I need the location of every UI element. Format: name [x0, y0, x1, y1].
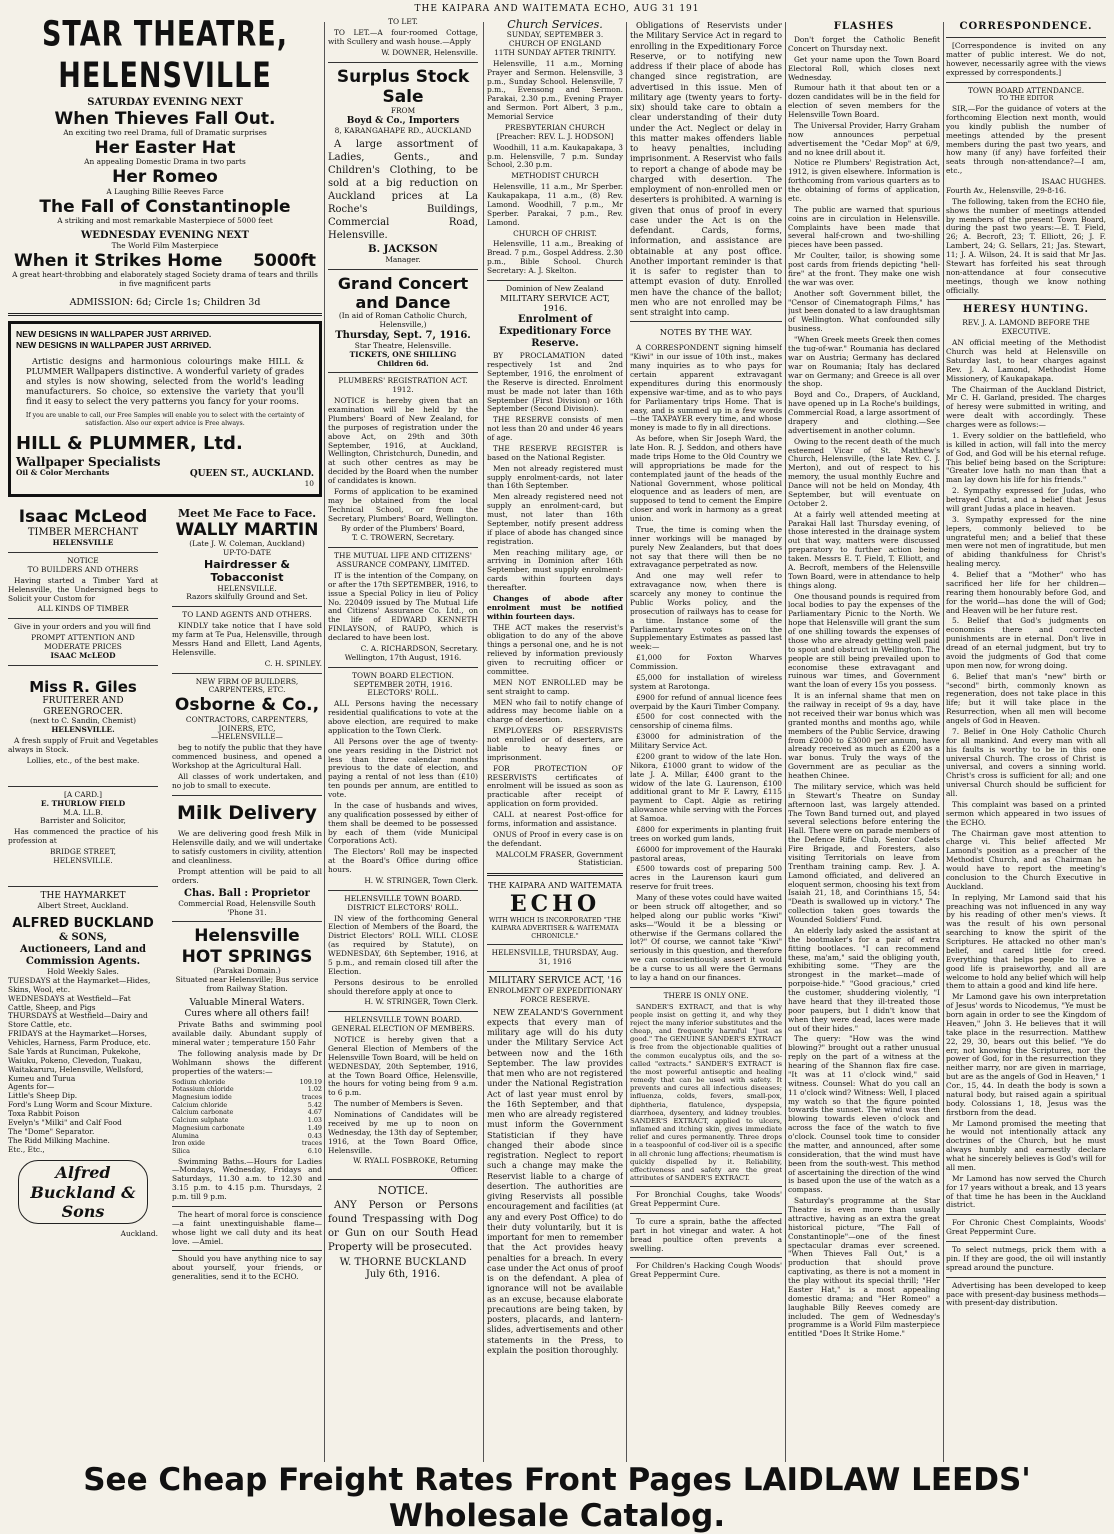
general-body2: The number of Members is Seven.: [334, 1099, 463, 1109]
heresy-para: Mr Lamond gave his own interpretation of Jesus' words to Nicodemus, "Ye must be born again in order to see the Kingdom of Heaven," John 3. He believes that it will take place in the resurrection. Matthew 22, 29, 30, bears out this belief. "Ye do err, not knowing the Scriptures, nor the power of God, for in the resurrection they neither marry, nor are given in marriage, but are as the angels of God in Heaven," 1 Cor., 15, 44. In death the body is sown a natural body, but raised again a spiritual body. Colossians 1, 18, Jesus was the firstborn from the dead.: [946, 992, 1106, 1117]
vote-item: £800 for experiments in planting fruit trees on worked gum lands,: [630, 824, 782, 843]
concert-aid: (In aid of Roman Catholic Church, Helensville,): [338, 311, 468, 329]
nutmeg-note: To select nutmegs, prick them with a pin. If they are good, the oil will instantly spread around the puncture.: [946, 1245, 1106, 1272]
field-role: Barrister and Solicitor,: [40, 816, 126, 826]
flash: Notice re Plumbers' Registration Act, 1912, is given elsewhere. Information is forthcoming from various quarters as to the obtaining of forms of application, etc.: [788, 158, 940, 203]
saturday-heading: SATURDAY EVENING NEXT: [87, 96, 243, 108]
film-title: The Fall of Constantinople: [39, 196, 291, 217]
film-title: Her Easter Hat: [94, 138, 236, 159]
editorial-body: NEW ZEALAND'S Government expects that every man of military age will do his duty under the Military Service Act between now and the 16th September. The law provides that men who are not registered under the National Registration Act of last year must enrol by the 16th September, and that men who are already registered must inform the Government Statistician if they have changed their abode since registration. Neglect to report such a change may make the Reservist liable to a charge of desertion. The authorities are giving Reservists all possible encouragement and facilities (at any and every Post Office) to do their duty voluntarily, but it is important for men to remember that the Act provides heavy penalties for a breach. In every case under the Act onus of proof is on the defendant. A plea of ignorance will not be available as an excuse, because elaborate precautions are being taken, by posters, placards, and lantern-slides, advertisements and other statements in the Press, to explain the position thoroughly.: [487, 1006, 623, 1355]
incorporated: WITH WHICH IS INCORPORATED "THE KAIPARA ADVERTISER & WAITEMATA CHRONICLE.": [488, 916, 622, 940]
giles-next: (next to C. Sandin, Chemist): [30, 716, 136, 726]
agency: The "Dome" Separator.: [8, 1126, 95, 1136]
send-note: Should you have anything nice to say about yourself, your friends, or generalities, send it to the ECHO.: [172, 1254, 322, 1282]
springs-sub: (Parakai Domain.): [213, 966, 281, 976]
chronic-note: For Chronic Chest Complaints, Woods' Great Peppermint Cure.: [946, 1218, 1106, 1237]
column-2: [328, 18, 478, 1458]
jackson-role: Manager.: [385, 254, 421, 264]
agency: Toxa Rabbit Poison: [8, 1109, 80, 1119]
sale-yards: Sale Yards at Runciman, Pukekohe, Waiuku, Pokeno, Clevedon, Tuakau, Waitakaruru, Helensville, Wellsford, Kumeu and Turua: [8, 1046, 144, 1083]
notes-para: As before, when Sir Joseph Ward, the late Hon. R. J. Seddon, and others have made trips Home to the Old Country we will appropriations be made for the contemplated jaunt of the heads of the National Government, whose political eloquence and as leaders of men, are supposed to tend to cement the Empire closer and work in harmony as a great union.: [630, 434, 782, 524]
agency: The Ridd Milking Machine.: [8, 1135, 110, 1145]
letter-sig: ISAAC HUGHES.: [1041, 177, 1106, 187]
enrol-item: EMPLOYERS OF RESERVISTS not enrolled or of deserters, are liable to heavy fines or imprisonment.: [487, 726, 623, 762]
analysis-value: 0.43: [307, 1131, 322, 1140]
martin-late: (Late J. W. Coleman, Auckland): [189, 539, 305, 549]
vote-item: £200 grant to widow of the late Hon. Nikora, £1000 grant to widow of the late J. A. Millar, £400 grant to the widow of the late G. Laurenson, £100 additional grant to Mr F. Lawry, £115 payment to Capt. Algie as retiring allowance while serving with the Forces at Samoa.: [630, 751, 782, 824]
wallpaper-num: 10: [304, 478, 314, 488]
milk-body: We are delivering good fresh Milk in Helensville daily, and we will undertake to satisfy customers in civility, attention and cleanliness.: [172, 829, 322, 866]
flash: One thousand pounds is required from local bodies to pay the expenses of the Parliamentary Picnic to the North. We hope that Helensville will grant the sum of one shilling towards the expenses of those who are already getting well paid to spout and obstruct in Wellington. The people are still being prevailed upon to economise these extravagant and ruinous war times, and Government want the loan of every 15s you possess.: [788, 591, 940, 690]
wallpaper-addr: QUEEN ST., AUCKLAND.: [189, 469, 314, 480]
boyd-name: Boyd & Co., Importers: [346, 116, 460, 127]
admission-prices: ADMISSION: 6d; Circle 1s; Children 3d: [69, 296, 261, 308]
pres-body: Woodhill, 11 a.m. Kaukapakapa, 3 p.m. Helensville, 7 p.m. Sunday School, 2.30 p.m.: [487, 142, 623, 170]
analysis-value: 109.19: [299, 1077, 322, 1086]
giles-name: Miss R. Giles: [29, 677, 137, 696]
field-card: [A CARD.]: [63, 789, 103, 799]
field-body: Has commenced the practice of his profession at: [8, 827, 158, 846]
mcleod-body: Having started a Timber Yard at Helensville, the Undersigned begs to Solicit your Custom for: [8, 575, 158, 603]
milk-sig: Chas. Ball : Proprietor: [184, 887, 310, 899]
mcleod-sig: ISAAC McLEOD: [50, 650, 116, 660]
flash: "When Greek meets Greek then comes the tug-of-war." Roumania has declared war on Austria; Germany has declared war on Roumania; Italy has declared war on Germany; and Greece is all over the shop.: [788, 335, 940, 389]
analysis-name: Sodium chloride: [172, 1077, 226, 1086]
buckland-role: Auctioneers, Land and Commission Agents.: [19, 944, 147, 968]
enrol-item: FOR PROTECTION OF RESERVISTS certificates of enrolment will be issued as soon as practicable after receipt of application on form provided.: [487, 763, 623, 809]
film-desc: A striking and most remarkable Masterpiece of 5000 feet: [57, 215, 273, 225]
heresy-para: The Chairman gave most attention to charge vi. This belief affected Mr Lamond's position as a preacher of the Methodist Church, and as Chairman he would have to report the meeting's conclusion to the Church Executive in Auckland.: [946, 828, 1106, 891]
to-editor: TO THE EDITOR: [998, 94, 1054, 103]
heresy-para: Mr Lamond promised the meeting that he would not intentionally attack any doctrines of the Church, but he must always humbly and earnestly declare what he sincerely believes is God's will for all men.: [946, 1118, 1106, 1172]
column-5: [788, 18, 940, 1458]
roll-heading: HELENSVILLE TOWN BOARD.: [344, 893, 462, 903]
martin-razor: Razors skilfully Ground and Set.: [186, 592, 308, 602]
advert-note: Advertising has been developed to keep pace with present-day business methods—with present-day distribution.: [946, 1280, 1106, 1308]
plumbers-order: By order of the Plumbers' Board,: [341, 524, 465, 534]
heresy-para: AN official meeting of the Methodist Church was held at Helensville on Saturday last, to hear charges against Rev. J. A. Lamond, Methodist Home Missionery, of Kaukapakapa.: [946, 338, 1106, 383]
flash: Mr Coulter, tailor, is showing some post cards from friends depicting "hell-fire" at the front. They make one wish the war was over.: [788, 251, 940, 287]
analysis-name: Magnesium iodide: [172, 1093, 232, 1102]
field-street: BRIDGE STREET,: [49, 847, 117, 857]
concert-title: Grand Concert and Dance: [337, 273, 469, 312]
buckland-logo: Alfred Buckland & Sons: [18, 1160, 148, 1224]
coe-sub: 11TH SUNDAY AFTER TRINITY.: [494, 47, 616, 57]
mcleod-town: HELENSVILLE: [52, 538, 114, 548]
heresy-para: 7. Belief in One Holy Catholic Church for all mankind. And every man with all his faults is worthy to be in this one universal Church. The cross of Christ is universal, and covers a sinning world. Christ's cross is sufficient for all; and one universal Church should be sufficient for all.: [946, 726, 1106, 799]
flash: At a fairly well attended meeting at Parakai Hall last Thursday evening, of those interested in the drainage system out that way, matters were discussed preparatory to further action being taken. Messrs E. T. Field, T. Elliott, and A. Becroft, members of the Helensville Town Board, were in attendance to help things along.: [788, 509, 940, 590]
meth-heading: METHODIST CHURCH: [511, 171, 599, 181]
giles-town: HELENSVILLE.: [51, 725, 115, 735]
analysis-value: 1.49: [307, 1123, 322, 1132]
flash: Get your name upon the Town Board Electoral Roll, which closes next Wednesday.: [788, 54, 940, 82]
wallpaper-firm: HILL & PLUMMER, Ltd.: [16, 433, 243, 455]
tolet-sig: W. DOWNER, Helensville.: [381, 47, 478, 57]
christ-body: Helensville, 11 a.m., Breaking of Bread. 7 p.m., Gospel Address. 2.30 p.m., Bible School. Church Secretary: A. J. Skelton.: [487, 239, 623, 276]
sale-day: FRIDAYS at the Haymarket—Horses, Vehicles, Harness, Farm Produce, etc.: [8, 1029, 151, 1048]
field-town: HELENSVILLE.: [53, 855, 113, 865]
mutual-body: IT is the intention of the Company, on or after the 17th SEPTEMBER, 1916, to issue a Special Policy in lieu of Policy No. 220409 issued by The Mutual Life and Citizens' Assurance Co. Ltd., on the life of EDWARD KENNETH FINLAYSON, of RAUPO, which is declared to have been lost.: [328, 570, 478, 643]
concert-venue: Star Theatre, Helensville.: [354, 340, 452, 350]
editorial-sub: ENROLMENT OF EXPEDITIONARY FORCE RESERVE.: [487, 985, 623, 1004]
vote-item: £6000 for improvement of the Hauraki pastoral areas,: [630, 844, 782, 863]
general-sig: W. RYALL FOSBROKE, Returning Officer.: [353, 1156, 478, 1175]
osborne-body: beg to notify the public that they have commenced business, and opened a Workshop at the Agricultural Hall.: [172, 743, 322, 771]
osborne-name: Osborne & Co.,: [174, 695, 320, 716]
children-price: Children 6d.: [377, 358, 429, 368]
vote-item: £500 towards cost of preparing 500 acres in the Laurenson kauri gum reserve for fruit trees.: [630, 864, 782, 892]
only-body: SANDER'S EXTRACT, and that is why people insist on getting it, and why they reject the many inferior substitutes and the cheap, and frequently harmful "just as good." The GENUINE SANDER'S EXTRACT is free from the objectionable qualities of the common eucalyptus oils, and the so-called "extracts." SANDER'S EXTRACT is the most powerful antiseptic and healing remedy that can be used with safety. It prevents and cures all infectious diseases; influenza, colds, fevers, small-pox, diphtheria, flatulence, dyspepsia, diarrhoea, dysentery, and kidney troubles. SANDER'S EXTRACT, applied to ulcers, inflamed and itching skin, gives immediate relief and cures permanently. Three drops in a teaspoonful of cod-liver oil is a specific in all chronic lung affections; rheumatism is quickly dispelled by it. Reliability, effectiveness and safety are the great attributes of SANDER'S EXTRACT.: [630, 1002, 782, 1182]
flashes-heading: FLASHES: [833, 21, 895, 32]
attendance-heading: TOWN BOARD ATTENDANCE.: [967, 85, 1085, 95]
enrol-body: BY PROCLAMATION dated respectively 1st and 2nd September, 1916, the enrolment of the Reserve is directed. Enrolment must be made not later than 16th September (First Division) or 16th September (Second Division).: [487, 351, 623, 414]
enrol-item: CALL at nearest Post-office for forms, information and assistance.: [487, 810, 623, 828]
wallpaper-note: If you are unable to call, our Free Samples will enable you to select with the certainty of satisfaction. Also our expert advice is Free always.: [25, 412, 305, 427]
town-heading: TOWN BOARD ELECTION.: [352, 670, 454, 680]
enrol-item: THE RESERVE REGISTER is based on the National Register.: [487, 443, 623, 462]
film-desc: An appealing Domestic Drama in two parts: [84, 157, 246, 167]
haymarket: THE HAYMARKET: [40, 890, 126, 901]
surplus-from: FROM: [390, 106, 416, 116]
martin-name: WALLY MARTIN: [175, 519, 319, 540]
mcleod-to: TO BUILDERS AND OTHERS: [27, 564, 139, 574]
analysis-name: Calcium sulphate: [172, 1116, 229, 1125]
springs-cures: Cures where all others fail!: [184, 1008, 310, 1019]
buckland-sons: & SONS,: [59, 932, 107, 944]
agents-for: Agents for—: [8, 1082, 55, 1092]
wednesday-sub: The World Film Masterpiece: [111, 240, 219, 250]
giles-lollies: Lollies, etc., of the best make.: [26, 755, 140, 765]
mcleod-name: Isaac McLeod: [18, 506, 148, 527]
sale-day: WEDNESDAYS at Westfield—Fat Cattle, Sheep, and Pigs: [8, 993, 131, 1012]
town-body: In the case of husbands and wives, any qualification possessed by either of them shall be deemed to be possessed by each of them (vide Municipal Corporations Act).: [328, 800, 478, 846]
sale-day: THURSDAYS at Westfield—Dairy and Store Cattle, etc.: [8, 1011, 148, 1030]
column-rule: [626, 22, 627, 1462]
dateline: HELENSVILLE, THURSDAY, Aug. 31, 1916: [491, 948, 619, 967]
meth-body: Helensville, 11 a.m., Mr Sperber. Kaukapakapa, 11 a.m., (8) Rev. Lamond. Woodhill, 7 p.m., Mr Sperber. Parakai, 7 p.m., Rev. Lamond.: [487, 182, 623, 227]
surplus-body: A large assortment of Ladies, Gents., and Children's Clothing, to be sold at a big reduction on Auckland prices at La Roche's Buildings, Commercial Road, Helensville.: [328, 138, 478, 241]
notes-heading: NOTES BY THE WAY.: [659, 328, 753, 339]
heresy-para: 1. Every soldier on the battlefield, who is killed in action, will fall into the mercy of God, and God will be his eternal refuge. This belief being based on the Scripture: "Greater love hath no man than that a man lay down his life for his friends.": [946, 430, 1106, 485]
vote-item: £3000 for administration of the Military Service Act.: [630, 732, 782, 751]
flash: The military service, which was held in Stewart's Theatre on Sunday afternoon last, was largely attended. The Town Band turned out, and played several selections before entering the Hall. There were on parade members of the Defence Rifle Club, Senior Cadets Fire Brigade, and Foresters, also visiting Territorials on leave from Trentham training camp. Rev. J. A. Lamond officiated, and delivered an eloquent sermon, choosing his text from Isaiah 21, 18, and Corinthians 15, 54: "Death is swallowed up in victory." The collection taken goes towards the Wounded Soldiers' Fund.: [788, 781, 940, 924]
film-desc: An exciting two reel Drama, full of Dramatic surprises: [63, 128, 267, 138]
film-title: When Thieves Fall Out.: [54, 108, 276, 129]
church-date: SUNDAY, SEPTEMBER 3.: [506, 30, 604, 40]
town-body: ALL Persons having the necessary residential qualifications to vote at the above election, are required to make application to the Town Clerk.: [328, 699, 478, 735]
star-theatre-ad: [8, 18, 322, 308]
column-rule: [324, 22, 325, 1462]
analysis-value: 1.03: [307, 1116, 322, 1125]
column-4: [630, 18, 782, 1458]
enrol-item: Men already registered need not supply an enrolment-card, but must, not later than 16th September, notify present address if place of abode has changed since registration.: [487, 492, 623, 546]
electors-roll: ELECTORS' ROLL.: [367, 688, 439, 698]
column-rule: [483, 22, 484, 1462]
roll-body: IN view of the forthcoming General Election of Members of the Board, the District Electors' ROLL WILL CLOSE (as required by Statute), on WEDNESDAY, 6th September, 1916, at 5 p.m., and remain closed till after the Election.: [328, 913, 478, 976]
springs-private: Private Baths and swimming pool available daily. Abundant supply of mineral water ; temperature 150 Fahr: [172, 1020, 322, 1048]
springs-analysis: The following analysis made by Dr Wohlmann shows the different properties of the waters:—: [172, 1049, 322, 1076]
editorial-heading: MILITARY SERVICE ACT, '16: [488, 976, 622, 987]
enrol-item: MEN NOT ENROLLED may be sent straight to camp.: [487, 677, 623, 696]
plumbers-heading: PLUMBERS' REGISTRATION ACT. 1912.: [338, 376, 468, 395]
flash: It is an infernal shame that men on the railway in receipt of 9s a day, have not received their war bonus which was granted months and months ago, while members of the Public Service, drawing from £2000 to £3000 per annum, have already received as much as £200 as a war bonus. Truly the ways of the Government are as peculiar as the heathen Chinee.: [788, 691, 940, 780]
column-rule: [785, 22, 786, 1462]
analysis-name: Magnesium carbonate: [172, 1123, 245, 1132]
giles-trade: FRUITERER AND GREENGROCER.: [42, 695, 124, 717]
letter-date: Fourth Av., Helensville, 29-8-16.: [946, 185, 1067, 195]
milk-prompt: Prompt attention will be paid to all orders.: [172, 866, 322, 885]
town-body: All Persons over the age of twenty-one years residing in the District not less than three calendar months previous to the date of election, and paying a rental of not less than (£10) ten pounds per annum, are entitled to vote.: [328, 736, 478, 800]
analysis-name: Calcium chloride: [172, 1100, 228, 1109]
dominion: Dominion of New Zealand: [506, 283, 604, 293]
sprain-note: To cure a sprain, bathe the affected part in hot vinegar and water. A hot bread poultice often prevents a swelling.: [630, 1216, 782, 1253]
jackson-name: B. JACKSON: [368, 243, 438, 255]
wallpaper-spec: Wallpaper Specialists: [16, 454, 161, 469]
star-theatre-title: STAR THEATRE, HELENSVILLE: [41, 18, 289, 97]
field-name: E. THURLOW FIELD: [40, 798, 126, 808]
analysis-value: 5.42: [307, 1100, 322, 1109]
notice-heading: NOTICE.: [377, 1184, 429, 1198]
agency: Evelyn's "Milki" and Calf Food: [8, 1117, 122, 1127]
notice-body: ANY Person or Persons found Trespassing with Dog or Gun on our South Head Property will be prosecuted.: [328, 1200, 478, 1254]
springs-valuable: Valuable Mineral Waters.: [189, 997, 305, 1008]
coe-body: Helensville, 11 a.m., Morning Prayer and Sermon. Helensville, 3 p.m., Sunday School. Helensville, 7 p.m., Evensong and Sermon. Parakai, 2.30 p.m., Evening Prayer and Sermon. Port Albert, 3 p.m., Memorial Service: [487, 58, 623, 122]
general-body: NOTICE is hereby given that a General Election of Members of the Helensville Town Board, will be held on WEDNESDAY, 20th September, 1916, at the Town Board Office, Helensville, the hours for voting being from 9 a.m. to 6 p.m.: [328, 1035, 478, 1098]
enrol-item: Men not already registered must supply enrolment-cards, not later than 16th September.: [487, 463, 623, 491]
enrol-item: MEN who fail to notify change of address may become liable on a charge of desertion.: [487, 697, 623, 725]
analysis-name: Calcium carbonate: [172, 1108, 234, 1117]
town-body: The Electors' Roll may be inspected at the Board's Office during office hours.: [328, 847, 478, 875]
plumbers-sig: T. C. TROWERN, Secretary.: [351, 533, 455, 543]
flash: Don't forget the Catholic Benefit Concert on Thursday next.: [788, 35, 940, 53]
heresy-para: 5. Belief that God's judgments on economics there and corrected punishments are in eternal. Don't live in dread of an eternal judgment, but try to avoid the judgments of God that come upon men now, for wrong doing.: [946, 616, 1106, 670]
concert-date: Thursday, Sept. 7, 1916.: [335, 329, 471, 341]
mutual-sig: C. A. RICHARDSON, Secretary.: [360, 643, 478, 653]
analysis-value: 4.67: [307, 1108, 322, 1117]
analysis-value: traces: [301, 1139, 322, 1148]
enrol-item: ONUS of Proof in every case is on the defendant.: [487, 829, 623, 848]
echo-title: ECHO: [509, 890, 601, 917]
mutual-heading: THE MUTUAL LIFE AND CITIZENS' ASSURANCE COMPANY, LIMITED.: [334, 551, 472, 570]
flash: Saturday's programme at the Star Theatre is even more than usually attractive, having as an extra the great historical picture, "The Fall of Constantinople"—one of the finest spectacular dramas ever screened. "When Thieves Fall Out," is a production that should prove captivating, as there is not a moment in the play without its special thrill; "Her Easter Hat," is a most appealing domestic drama; and "Her Romeo" a laughable Billy Reeves comedy are included. The gem of Wednesday's programme is a World Film masterpiece entitled "Does It Strike Home.": [788, 1196, 940, 1339]
heresy-heading: HERESY HUNTING.: [962, 304, 1090, 316]
column-rule: [943, 22, 944, 1462]
analysis-name: Alumina: [172, 1131, 199, 1140]
vote-item: £5,000 for installation of wireless system at Rarotonga.: [630, 672, 782, 691]
general-sub: GENERAL ELECTION OF MEMBERS.: [331, 1024, 475, 1034]
flash: Owing to the recent death of the much esteemed Vicar of St. Matthew's Church, Helensville, (the late Rev. C. J. Merton), and out of respect to his memory, the usual monthly Euchre and Dance will not be held on Monday, 4th September, but will eventuate on October 2.: [788, 436, 940, 508]
notes-para: True, the time is coming when the inner workings will be managed by purely New Zealanders, but that does not say that there will then be no extravagance perpetrated as now.: [630, 524, 782, 570]
springs-title: Helensville HOT SPRINGS: [181, 926, 313, 967]
haymarket-street: Albert Street, Auckland.: [37, 900, 129, 910]
milk-addr: Commercial Road, Helensville South 'Phone 31.: [178, 898, 316, 917]
masthead: THE KAIPARA AND WAITEMATA ECHO, AUG 31 191: [414, 4, 700, 14]
mcleod-ad: [8, 501, 158, 1239]
wallpaper-line: NEW DESIGNS IN WALLPAPER JUST ARRIVED.: [16, 339, 212, 350]
heresy-sub: REV. J. A. LAMOND BEFORE THE EXECUTIVE.: [962, 318, 1090, 337]
osborne-town: —HELENSVILLE—: [211, 732, 283, 742]
analysis-name: Silica: [172, 1146, 190, 1155]
mcleod-give: Give in your orders and you will find: [14, 622, 151, 632]
agents-title: TO LAND AGENTS AND OTHERS.: [182, 610, 312, 620]
notes-para: Many of these votes could have waited or been struck off altogether, and so helped along our public works "Kiwi" asks—"Would it be a blessing or otherwise if the Germans collared the lot?" Of course, we cannot take "Kiwi" seriously in this question, and therefore we can conscientiously assert it would be a curse to us all were the Germans to lay a hand on our finances.: [630, 893, 782, 982]
heresy-para: 3. Sympathy expressed for the nine lepers, commonly believed to be ungrateful men; and a belief that these men were not men of ingratitude, but men of abiding thankfulness for Christ's healing mercy.: [946, 514, 1106, 569]
tolet-heading: TO LET.: [388, 18, 418, 26]
springs-hours: Swimming Baths.—Hours for Ladies —Mondays, Wednesday, Fridays and Saturdays, 11.30 a.m. to 12.30 and 3.15 p.m. to 4.15 p.m. Thursdays, 2 p.m. till 9 p.m.: [172, 1156, 322, 1202]
analysis-row: [172, 1148, 322, 1156]
field-deg: M.A. LL.B.: [63, 807, 103, 817]
heresy-para: 2. Sympathy expressed for Judas, who betrayed Christ, and a belief that Jesus will grant Judas a place in heaven.: [946, 486, 1106, 513]
paper-name: THE KAIPARA AND WAITEMATA: [488, 881, 622, 891]
milk-title: Milk Delivery: [177, 801, 317, 824]
mutual-date: Wellington, 17th August, 1916.: [344, 652, 462, 662]
editorial-cont: Obligations of Reservists under the Military Service Act in regard to enrolling in the Expeditionary Force Reserve, or to notifying new address if their place of abode has changed since registration, are advertised in this issue. Men of military age (twenty years to forty-six) should take care to obtain a clear understanding of their duty under the Act. Neglect or delay in this matter makes offenders liable to heavy penalties, including imprisonment. A Reservist who fails to report a change of abode may be charged with desertion. The employment of non-enrolled men or deserters is prohibited. A warning is given that onus of proof in every case under the Act is on the defendant. Cards, forms, information, and assistance are obtainable at any post office. Another important reminder is that it is safer to register than to attempt evasion of duty. Enrolled men have the chance of the ballot; men who are not enrolled may be sent straight into camp.: [630, 20, 782, 317]
notes-para: And one may well refer to extravagance now, when there is scarcely any money to continue the Public Works policy, and the prosecution of railways has to cease for a time. Instance some of the Parliamentary votes on the Supplementary Estimates as passed last week:—: [630, 571, 782, 652]
town-date: SEPTEMBER 20TH, 1916.: [353, 679, 453, 689]
town-sig: H. W. STRINGER, Town Clerk.: [364, 875, 478, 885]
analysis-value: 1.02: [307, 1085, 322, 1094]
martin-uptodate: UP-TO-DATE: [223, 548, 271, 558]
martin-meet: Meet Me Face to Face.: [177, 506, 317, 520]
film-desc: A great heart-throbbing and elaborately staged Society drama of tears and thrills in five magnificent parts: [12, 270, 318, 288]
mcleod-notice: NOTICE: [67, 556, 99, 566]
enrol-heading: Enrolment of Expeditionary Force Reserve.: [498, 314, 612, 350]
vote-item: £1,000 for Foxton Wharves Commission.: [630, 653, 782, 672]
general-heading: HELENSVILLE TOWN BOARD.: [344, 1015, 462, 1025]
heresy-para: 4. Belief that a "Mother" who has sacrificed her life for her children—rearing them honourably before God, and for the world—has done the will of God; and Heaven will be her future rest.: [946, 570, 1106, 615]
wednesday-heading: WEDNESDAY EVENING NEXT: [80, 229, 249, 241]
column-1: [8, 18, 322, 1458]
flash: Another soft Government billet, the "Censor of Cinematograph Films," has just been donated to a law draughtsman of Wellington. What confounded silly business.: [788, 288, 940, 334]
heresy-para: In replying, Mr Lamond said that his preaching was not influenced in any way by his reading of other men's views. It was the result of his own personal searching to know the spirit of the Scriptures. He attacked no other man's belief, and cared little for creed. Everything that helps people to live a good life is praiseworthy, and all are welcome to hold any belief which will help them to attain a good and kind life here.: [946, 892, 1106, 991]
roll-sig: H. W. STRINGER, Town Clerk.: [364, 997, 478, 1007]
film-title: Her Romeo: [112, 167, 218, 188]
analysis-name: Potassium chloride: [172, 1085, 234, 1094]
wallpaper-body: Artistic designs and harmonious colourings make HILL & PLUMMER Wallpapers distinctive. A wonderful variety of grades and styles is now showing, selected from the world's leading manufacturers. So choice, so extensive the variety that you'll find it easy to select the very patterns you fancy for your rooms.: [26, 355, 304, 407]
flash: The public are warned that spurious coins are in circulation in Helensville. Complaints have been made that several half-crown and two-shilling pieces have been passed.: [788, 204, 940, 250]
only-heading: THERE IS ONLY ONE.: [663, 990, 749, 1000]
martin-town: HELENSVILLE.: [217, 583, 277, 593]
analysis-value: 6.10: [307, 1146, 322, 1155]
heresy-para: 6. Belief that man's "new" birth or "second" birth, commonly known as regeneration, does not take place in this life; but it will take place in the Resurrection, when all men will become angels of God in Heaven.: [946, 671, 1106, 726]
mcleod-trade: TIMBER MERCHANT: [27, 527, 139, 539]
mcleod-kinds: ALL KINDS OF TIMBER: [37, 604, 129, 614]
agency: Little's Sheep Dip.: [8, 1091, 78, 1101]
osborne-trades: CONTRACTORS, CARPENTERS, JOINERS, ETC,: [185, 714, 309, 733]
msa-heading: MILITARY SERVICE ACT, 1916.: [500, 293, 610, 314]
wallpaper-merch: Oil & Color Merchants: [16, 468, 110, 478]
enrol-item: THE RESERVE consists of men not less than 20 and under 46 years of age.: [487, 415, 623, 443]
flash: The Universal Provider, Harry Graham now announces perpetual advertisement the "Cedar Mop" at 6/9, and no knee drill about it.: [788, 120, 940, 157]
giles-body: A fresh supply of Fruit and Vegetables always in Stock.: [8, 736, 158, 755]
notes-para: A CORRESPONDENT signing himself "Kiwi" in our issue of 10th inst., makes many inquiries as to who pays for certain apparent extravagant expenditures during this enormously expensive war-time, and as to who pays for Parliamentary trips Home. That is easy, and is summed up in a few words—the TAXPAYER every time, and whose money is made to fly in all directions.: [630, 343, 782, 433]
buckland-weekly: Hold Weekly Sales.: [47, 967, 119, 977]
plumbers-body2: Forms of application to be examined may be obtained from the local Technical School, or from the Secretary, Plumbers' Board, Wellington.: [328, 486, 478, 523]
footer-banner: See Cheap Freight Rates Front Pages LAIDLAW LEEDS' Wholesale Catalog.: [83, 1462, 1031, 1534]
flash: An elderly lady asked the assistant at the bootmaker's for a pair of extra fitting bootlaces. "I can recommend these, ma'am," said the obliging youth, exhibiting some. "They are the strongest in the market—made of porpoise-hide." "Good gracious," cried the customer, shuddering violently, "I have heard that they ill-treated those poor paupers, but I didn't know that when they were dead, laces were made out of their hides.": [788, 925, 940, 1033]
heresy-para: This complaint was based on a printed sermon which appeared in two issues of the ECHO.: [946, 799, 1106, 827]
martin-ad: [172, 501, 322, 1284]
notice-sig: W. THORNE BUCKLAND: [339, 1257, 467, 1269]
agency: Ford's Lung Worm and Scour Mixture.: [8, 1100, 153, 1110]
roll-sub: DISTRICT ELECTORS' ROLL.: [347, 902, 459, 912]
osborne-body2: All classes of work undertaken, and no job to small to execute.: [172, 771, 322, 790]
enrol-item: Changes of abode after enrolment must be notified within fourteen days.: [487, 593, 623, 621]
correspondence-heading: CORRESPONDENCE.: [959, 21, 1093, 32]
buckland-city: Auckland.: [120, 1228, 158, 1238]
tolet-body: TO LET.—A four-roomed Cottage, with Scullery and wash house.—Apply: [328, 27, 478, 46]
roll-body2: Persons desirous to be enrolled should therefore apply at once to: [328, 977, 478, 996]
christ-heading: CHURCH OF CHRIST.: [513, 228, 597, 238]
analysis-value: traces: [301, 1093, 322, 1102]
flash: Rumour hath it that about ten or a dozen candidates will be in the field for election of seven members for the Helensville Town Board.: [788, 83, 940, 119]
boyd-addr: 8, KARANGAHAPE RD., AUCKLAND: [334, 125, 472, 135]
heresy-para: The Chairman of the Auckland District, Mr C. H. Garland, presided. The charges of heresy were submitted in writing, and were dealt with accordingly. These charges were as follows:—: [946, 384, 1106, 430]
column-6: [946, 18, 1106, 1458]
sale-day: TUESDAYS at the Haymarket—Hides, Skins, Wool, etc.: [8, 975, 151, 994]
film-length: 5000ft: [253, 250, 316, 271]
analysis-table: [172, 1079, 322, 1156]
buckland-name: ALFRED BUCKLAND: [12, 916, 154, 932]
plumbers-body: NOTICE is hereby given that an examination will be held by the Plumbers' Board of New Zealand, for the purposes of registration under the above Act, on 29th and 30th September, 1916, at Auckland, Wellington, Christchurch, Dunedin, and at such other centres as may be decided by the Board when the number of candidates is known.: [328, 396, 478, 486]
heart-quote: The heart of moral force is conscience —a faint unextinguishable flame—whose light we call duty and its heat love. —Amiel.: [172, 1209, 322, 1246]
attendance-list: The following, taken from the ECHO file, shows the number of meetings attended by members of the present Town Board, during the past two years:—E. T. Field, 26; A. Becroft, 23; T. Elliott, 26; J. F. Lambert, 24; G. Sellars, 21; Jas. Stewart, 11; J. A. Wilson, 24. It is said that Mr Jas. Stewart has forfeited his seat through non-attendance at four consecutive meetings, though we know nothing officially.: [946, 196, 1106, 295]
agents-body: KINDLY take notice that I have sold my farm at Te Pua, Helensville, through Messrs Hand and Ellett, Land Agents, Helensville.: [172, 621, 322, 657]
martin-trade: Hairdresser & Tobacconist: [204, 558, 290, 585]
wallpaper-line: NEW DESIGNS IN WALLPAPER JUST ARRIVED.: [16, 329, 212, 340]
agents-sig: C. H. SPINLEY.: [264, 658, 322, 668]
pres-preacher: [Preacher: REV. L. J. HODSON]: [496, 131, 614, 141]
flash: The query: "How was the wind blowing?" brought out a rather unusual reply on the part of a witness at the hearing of the Shannon flax fire case. "It was at 11 o'clock wind," said witness. Counsel: What do you call an 11 o'clock wind? Witness: Well, I placed my watch so that the figure pointed towards the sunset. The wind was then blowing towards eleven o'clock and across the face of the watch to five o'clock. Counsel took time to consider the matter, and announced, after some consideration, that the wind must have been from the south-west. This method of ascertaining the direction of the wind is based upon the use of the watch as a compass.: [788, 1034, 940, 1195]
tickets: TICKETS, ONE SHILLING: [349, 349, 457, 359]
surplus-title: Surplus Stock Sale: [336, 66, 470, 107]
pres-heading: PRESBYTERIAN CHURCH: [504, 122, 606, 132]
film-title: When it Strikes Home: [14, 250, 223, 271]
analysis-name: Iron oxide: [172, 1139, 205, 1148]
notice-date: July 6th, 1916.: [365, 1269, 441, 1281]
heresy-para: Mr Lamond has now served the Church for 17 years without a break, and 13 years of that time he has been in the Auckland district.: [946, 1173, 1106, 1210]
mcleod-prompt: PROMPT ATTENTION AND MODERATE PRICES: [31, 633, 135, 652]
general-body3: Nominations of Candidates will be received by me up to noon on Wednesday, the 13th day of September, 1916, at the Town Board Office, Helensville.: [328, 1110, 478, 1155]
osborne-new: NEW FIRM OF BUILDERS, CARPENTERS, ETC.: [195, 676, 299, 695]
correspondence-note: [Correspondence is invited on any matter of public interest. We do not, however, necessarily agree with the views expressed by correspondents.]: [946, 41, 1106, 77]
child-note: For Children's Hacking Cough Woods' Great Peppermint Cure.: [630, 1261, 782, 1280]
analysis-row: [172, 1140, 322, 1148]
enrol-sig: MALCOLM FRASER, Government Statistician.: [495, 849, 623, 868]
springs-situ: Situated near Helensville; Bus service from Railway Station.: [175, 975, 319, 993]
vote-item: £900 for refund of annual licence fees overpaid by the Kauri Timber Company.: [630, 692, 782, 711]
enrol-item: THE ACT makes the reservist's obligation to do any of the above things a personal one, and he is not relieved by information previously given to recruiting officer or committee.: [487, 622, 623, 676]
column-3: [487, 18, 623, 1458]
enrol-item: Men reaching military age, or arriving in Dominion after 16th September, must supply enrolment-cards within fourteen days thereafter.: [487, 547, 623, 593]
letter-body: SIR,—For the guidance of voters at the forthcoming Election next month, would you kindly publish the number of meetings attended by the present members during the past two years, and how many (if any) have forfeited their seats through non-attendance?—I am, etc.,: [946, 104, 1106, 176]
agency: Etc., Etc.,: [8, 1144, 45, 1154]
vote-item: £500 for cost connected with the censorship of cinema films.: [630, 712, 782, 731]
flash: Boyd and Co., Drapers, of Auckland, have opened up in La Roche's buildings, Commercial Road, a large assortment of drapery and clothing.—See advertisement in another column.: [788, 390, 940, 435]
cough-note: For Bronchial Coughs, take Woods' Great Peppermint Cure.: [630, 1190, 782, 1208]
wallpaper-ad: [8, 321, 322, 497]
coe-heading: CHURCH OF ENGLAND: [508, 39, 602, 49]
film-desc: A Laughing Billie Reeves Farce: [106, 186, 224, 196]
church-heading: Church Services.: [507, 18, 603, 31]
